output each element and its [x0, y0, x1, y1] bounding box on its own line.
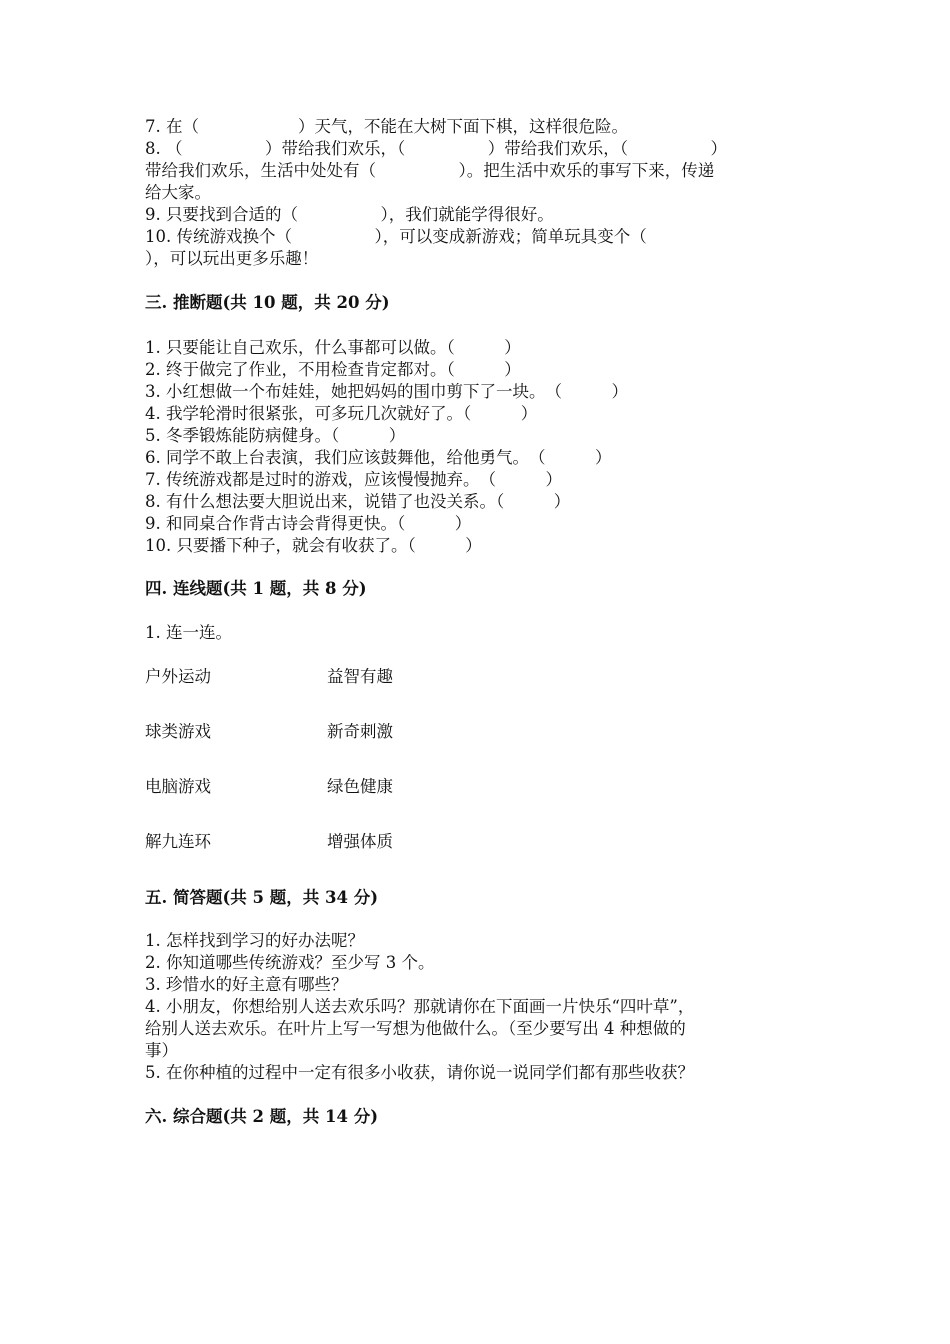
judge-item-8: 8. 有什么想法要大胆说出来，说错了也没关系。（ ）	[145, 492, 571, 511]
short-item-4-line2: 给别人送去欢乐。在叶片上写一写想为他做什么。（至少要写出 4 种想做的	[145, 1019, 686, 1038]
judge-item-4: 4. 我学轮滑时很紧张，可多玩几次就好了。（ ）	[145, 404, 538, 423]
short-item-5: 5. 在你种植的过程中一定有很多小收获，请你说一说同学们都有那些收获？	[145, 1063, 694, 1082]
judge-item-6: 6. 同学不敢上台表演，我们应该鼓舞他，给他勇气。 （ ）	[145, 448, 612, 467]
short-item-2: 2. 你知道哪些传统游戏？至少写 3 个。	[145, 953, 435, 972]
blank-q10-line2: ），可以玩出更多乐趣！	[145, 249, 319, 268]
section4-title: 四. 连线题(共 1 题，共 8 分)	[145, 579, 367, 598]
match-left-1: 户外运动	[145, 667, 211, 686]
match-right-3: 绿色健康	[327, 777, 393, 796]
judge-item-5: 5. 冬季锻炼能防病健身。（ ）	[145, 426, 406, 445]
judge-item-1: 1. 只要能让自己欢乐，什么事都可以做。（ ）	[145, 338, 521, 357]
section3-title: 三. 推断题(共 10 题，共 20 分)	[145, 293, 390, 312]
match-left-3: 电脑游戏	[145, 777, 211, 796]
blank-q8-line1: 8. （ ）带给我们欢乐，（ ）带给我们欢乐，（ ）	[145, 139, 727, 158]
section5-title: 五. 简答题(共 5 题，共 34 分)	[145, 888, 379, 907]
blank-q10-line1: 10. 传统游戏换个（ ），可以变成新游戏；简单玩具变个（	[145, 227, 647, 246]
match-right-4: 增强体质	[327, 832, 393, 851]
judge-item-9: 9. 和同桌合作背古诗会背得更快。（ ）	[145, 514, 472, 533]
short-item-3: 3. 珍惜水的好主意有哪些？	[145, 975, 348, 994]
blank-q7: 7. 在（ ）天气，不能在大树下面下棋，这样很危险。	[145, 117, 628, 136]
judge-item-2: 2. 终于做完了作业，不用检查肯定都对。（ ）	[145, 360, 521, 379]
blank-q8-line2: 带给我们欢乐，生活中处处有（ ）。把生活中欢乐的事写下来，传递	[145, 161, 715, 180]
judge-item-3: 3. 小红想做一个布娃娃，她把妈妈的围巾剪下了一块。 （ ）	[145, 382, 628, 401]
short-item-4-line1: 4. 小朋友，你想给别人送去欢乐吗？那就请你在下面画一片快乐“四叶草”，	[145, 997, 695, 1016]
match-right-1: 益智有趣	[327, 667, 393, 686]
blank-q9: 9. 只要找到合适的（ ），我们就能学得很好。	[145, 205, 554, 224]
match-right-2: 新奇刺激	[327, 722, 393, 741]
short-item-1: 1. 怎样找到学习的好办法呢？	[145, 931, 364, 950]
judge-item-10: 10. 只要播下种子，就会有收获了。（ ）	[145, 536, 482, 555]
judge-item-7: 7. 传统游戏都是过时的游戏，应该慢慢抛弃。 （ ）	[145, 470, 562, 489]
short-item-4-line3: 事）	[145, 1041, 178, 1060]
section6-title: 六. 综合题(共 2 题，共 14 分)	[145, 1107, 379, 1126]
match-left-2: 球类游戏	[145, 722, 211, 741]
match-question: 1. 连一连。	[145, 623, 232, 642]
match-left-4: 解九连环	[145, 832, 211, 851]
blank-q8-line3: 给大家。	[145, 183, 211, 202]
